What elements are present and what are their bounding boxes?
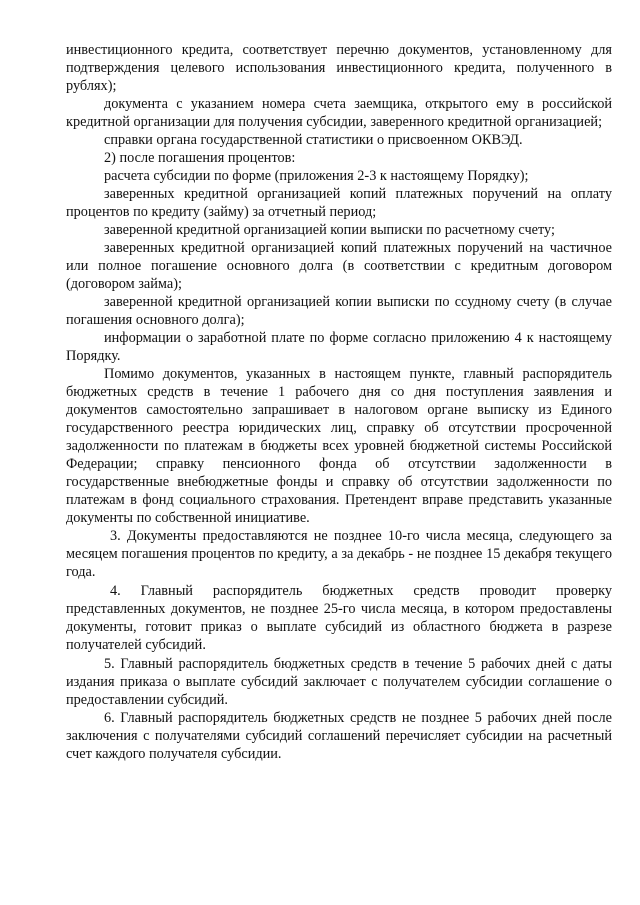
paragraph-salary-information: информации о заработной плате по форме согласно приложению 4 к настоящему Порядку. [66, 330, 612, 364]
paragraph-payment-orders-interest: заверенных кредитной организацией копий платежных поручений на оплату процентов по кредиту (займу) за отчетный период; [66, 186, 612, 220]
paragraph-account-document: документа с указанием номера счета заемщика, открытого ему в российской кредитной организации для получения субсидии, заверенного кредитной организацией; [66, 96, 612, 130]
paragraph-item-6: 6. Главный распорядитель бюджетных средств не позднее 5 рабочих дней после заключения с получателями субсидий соглашений перечисляет субсидии на расчетный счет каждого получателя субсидии. [66, 710, 612, 762]
paragraph-after-interest-heading: 2) после погашения процентов: [104, 150, 296, 166]
paragraph-additional-requests: Помимо документов, указанных в настоящем пункте, главный распорядитель бюджетных средств в течение 1 рабочего дня со дня поступления заявления и документов самостоятельно запрашивает в налоговом органе выписку из Единого государственного реестра юридических лиц, справку об отсутствии просроченной задолженности по платежам в бюджеты всех уровней бюджетной системы Российской Федерации; справку пенсионного фонда об отсутствии задолженности в государственные внебюджетные фонды и справку об отсутствии задолженности по платежам в фонд социального страхования. Претендент вправе представить указанные документы по собственной инициативе. [66, 366, 612, 526]
paragraph-subsidy-calculation: расчета субсидии по форме (приложения 2-3 к настоящему Порядку); [104, 168, 529, 184]
paragraph-item-5: 5. Главный распорядитель бюджетных средств в течение 5 рабочих дней с даты издания приказа о выплате субсидий заключает с получателем субсидии соглашение о предоставлении субсидий. [66, 656, 612, 708]
paragraph-item-3: 3. Документы предоставляются не позднее 10-го числа месяца, следующего за месяцем погашения процентов по кредиту, а за декабрь - не позднее 15 декабря текущего года. [66, 528, 612, 580]
paragraph-continuation: инвестиционного кредита, соответствует перечню документов, установленному для подтверждения целевого использования инвестиционного кредита, полученного в рублях); [66, 42, 612, 94]
paragraph-payment-orders-principal: заверенных кредитной организацией копий платежных поручений на частичное или полное погашение основного долга (в соответствии с кредитным договором (договором займа); [66, 240, 612, 292]
paragraph-loan-account-statement: заверенной кредитной организацией копии выписки по ссудному счету (в случае погашения основного долга); [66, 294, 612, 328]
document-page [66, 41, 612, 763]
paragraph-settlement-account-statement: заверенной кредитной организацией копии выписки по расчетному счету; [104, 222, 555, 238]
paragraph-okved-certificate: справки органа государственной статистики о присвоенном ОКВЭД. [104, 132, 523, 148]
paragraph-item-4: 4. Главный распорядитель бюджетных средств проводит проверку представленных документов, не позднее 25-го числа месяца, в котором предоставлены документы, готовит приказ о выплате субсидий из областного бюджета в разрезе получателей субсидий. [66, 583, 612, 653]
